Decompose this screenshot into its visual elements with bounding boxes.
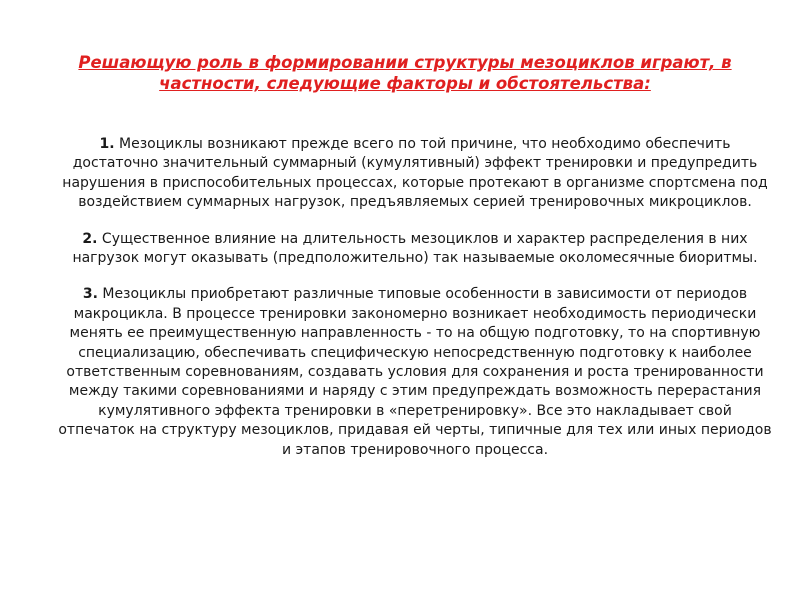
paragraph-2-text: Существенное влияние на длительность мезоциклов и характер распределения в них нагрузок могут оказывать (предположительно) так называемые околомесячные биоритмы. xyxy=(72,230,758,267)
paragraph-3 xyxy=(58,285,772,460)
slide-body xyxy=(58,135,772,460)
paragraph-1-text: Мезоциклы возникают прежде всего по той причине, что необходимо обеспечить достаточно значительный суммарный (кумулятивный) эффект тренировки и предупредить нарушения в приспособительных процессах, которые протекают в организме спортсмена под воздействием суммарных нагрузок, предъявляемых серией тренировочных микроциклов. xyxy=(62,136,768,211)
paragraph-2-number: 2. xyxy=(82,230,98,247)
paragraph-3-number: 3. xyxy=(82,286,98,303)
slide-title-text: Решающую роль в формировании структуры мезоциклов играют, в частности, следующие факторы и обстоятельства: xyxy=(78,53,732,93)
paragraph-1-number: 1. xyxy=(99,136,115,152)
paragraph-2 xyxy=(58,230,772,269)
paragraph-1 xyxy=(58,135,772,213)
slide-title xyxy=(40,52,770,94)
paragraph-3-text: Мезоциклы приобретают различные типовые особенности в зависимости от периодов макроцикла. В процессе тренировки закономерно возникает необходимость периодически менять ее преимущественную направленность - то на общую подготовку, то на спортивную специализацию, обеспечивать специфическую непосредственную подготовку к наиболее ответственным соревнованиям, создавать условия для сохранения и роста тренированности между такими соревнованиями и наряду с этим предупреждать возможность перерастания кумулятивного эффекта тренировки в «перетренировку». Все это накладывает свой отпечаток на структуру мезоциклов, придавая ей черты, типичные для тех или иных периодов и этапов тренировочного процесса. xyxy=(58,286,772,458)
